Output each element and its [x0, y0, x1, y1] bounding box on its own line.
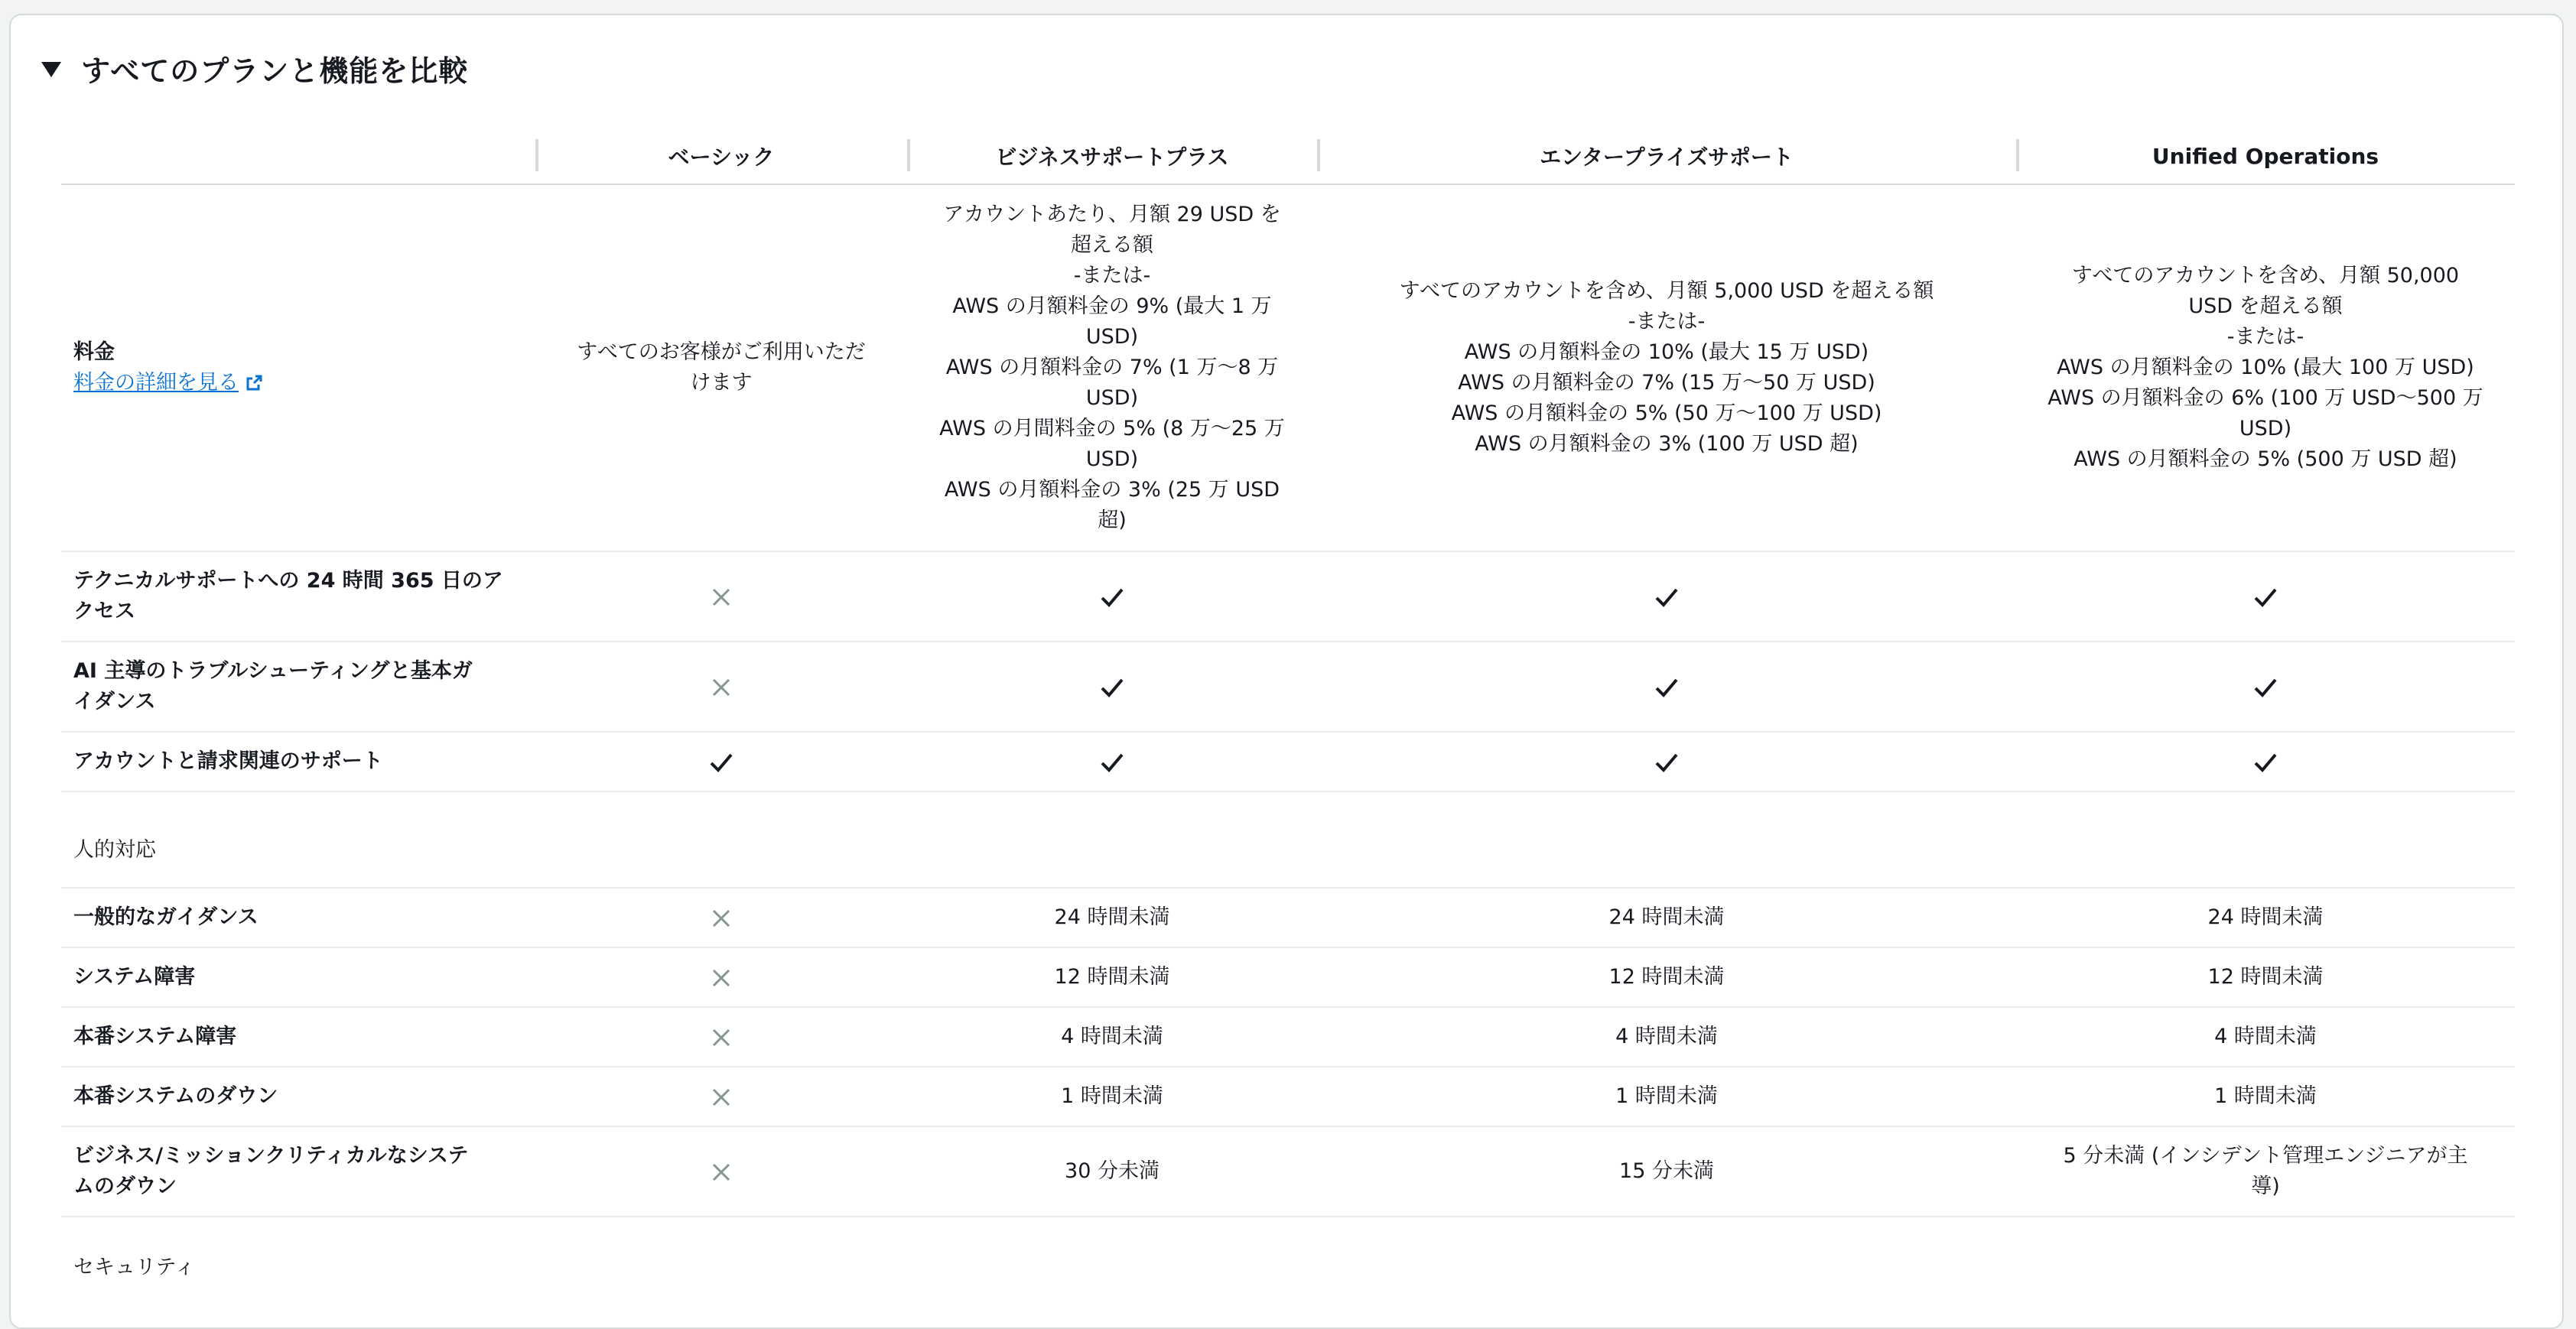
section-header[interactable] — [41, 47, 468, 89]
response-time-text: 24 時間未満 — [2207, 905, 2324, 929]
human-0-cell — [535, 1007, 907, 1067]
security-section — [61, 1217, 2515, 1296]
x-icon — [710, 907, 733, 930]
comparison-table — [61, 128, 2515, 1296]
human-1-cell — [907, 1126, 1317, 1217]
feature-2-cell — [1317, 732, 2016, 791]
table-row — [61, 551, 2515, 642]
human-1-cell — [907, 947, 1317, 1007]
feature-0-cell — [535, 732, 907, 791]
pricing-cell-business — [907, 184, 1317, 551]
feature-1-cell — [907, 551, 1317, 642]
feature-3-cell — [2016, 732, 2515, 791]
feature-3-cell — [2016, 551, 2515, 642]
table-row — [61, 1126, 2515, 1217]
table-row — [61, 1067, 2515, 1126]
human-3-cell — [2016, 1067, 2515, 1126]
x-icon — [710, 1086, 733, 1109]
response-time-text: 12 時間未満 — [1054, 965, 1170, 989]
column-header-unified: Unified Operations — [2016, 128, 2515, 184]
table-row — [61, 947, 2515, 1007]
human-2-cell — [1317, 1007, 2016, 1067]
check-icon — [2252, 751, 2278, 774]
response-time-text: 30 分未満 — [1065, 1159, 1160, 1183]
feature-label — [61, 1007, 535, 1067]
caret-down-icon[interactable] — [41, 62, 61, 77]
column-header-enterprise: エンタープライズサポート — [1317, 128, 2016, 184]
feature-1-cell — [907, 732, 1317, 791]
pricing-text-enterprise: すべてのアカウントを含め、月額 5,000 USD を超える額 -または- AWS の月額料金の 10% (最大 15 万 USD) AWS の月額料金の 7% (15 万〜50 万 USD) AWS の月額料金の 5% (50 万〜100 万 USD) AWS の月額料金の 3% (100 万 USD 超) — [1399, 279, 1934, 456]
pricing-details-link-text[interactable]: 料金の詳細を見る — [73, 371, 239, 395]
pricing-cell-basic — [535, 184, 907, 551]
feature-label-text: アカウントと請求関連のサポート — [73, 749, 383, 773]
response-time-text: 1 時間未満 — [2214, 1084, 2317, 1108]
human-2-cell — [1317, 947, 2016, 1007]
check-icon — [2252, 676, 2278, 699]
table-row — [61, 732, 2515, 791]
feature-label — [61, 551, 535, 642]
feature-label-text: 一般的なガイダンス — [73, 905, 259, 929]
pricing-text-unified: すべてのアカウントを含め、月額 50,000 USD を超える額 -または- AWS の月額料金の 10% (最大 100 万 USD) AWS の月額料金の 6% (100 万 USD〜500 万 USD) AWS の月額料金の 5% (500 万 USD 超) — [2047, 264, 2483, 471]
human-section — [61, 791, 2515, 888]
check-icon — [1654, 586, 1680, 609]
human-0-cell — [535, 888, 907, 947]
feature-label — [61, 642, 535, 732]
human-1-cell — [907, 1007, 1317, 1067]
pricing-text-basic: すべてのお客様がご利用いただ けます — [577, 340, 866, 395]
check-icon — [2252, 586, 2278, 609]
human-2-cell — [1317, 1067, 2016, 1126]
feature-3-cell — [2016, 642, 2515, 732]
x-icon — [710, 1026, 733, 1049]
response-time-text: 24 時間未満 — [1054, 905, 1170, 929]
check-icon — [1099, 751, 1125, 774]
human-0-cell — [535, 1067, 907, 1126]
check-icon — [1099, 586, 1125, 609]
feature-label — [61, 732, 535, 791]
check-icon — [708, 751, 734, 774]
feature-2-cell — [1317, 642, 2016, 732]
x-icon — [710, 586, 733, 609]
table-row — [61, 642, 2515, 732]
feature-label — [61, 1067, 535, 1126]
response-time-text: 24 時間未満 — [1608, 905, 1725, 929]
section-title: すべてのプランと機能を比較 — [81, 54, 469, 88]
header-empty — [61, 128, 535, 184]
human-2-cell — [1317, 888, 2016, 947]
response-time-text: 1 時間未満 — [1615, 1084, 1718, 1108]
pricing-cell-enterprise — [1317, 184, 2016, 551]
pricing-label: 料金 — [73, 340, 115, 364]
feature-label-text: ビジネス/ミッションクリティカルなシステ ムのダウン — [73, 1144, 469, 1198]
human-3-cell — [2016, 947, 2515, 1007]
check-icon — [1099, 676, 1125, 699]
response-time-text: 15 分未満 — [1619, 1159, 1714, 1183]
feature-1-cell — [907, 642, 1317, 732]
pricing-cell-unified — [2016, 184, 2515, 551]
check-icon — [1654, 676, 1680, 699]
human-0-cell — [535, 1126, 907, 1217]
human-2-cell — [1317, 1126, 2016, 1217]
column-header-basic: ベーシック — [535, 128, 907, 184]
security-section-label: セキュリティ — [73, 1255, 196, 1279]
human-3-cell — [2016, 1007, 2515, 1067]
feature-label-text: 本番システム障害 — [73, 1025, 237, 1048]
feature-0-cell — [535, 551, 907, 642]
feature-label-text: テクニカルサポートへの 24 時間 365 日のア クセス — [73, 569, 503, 623]
response-time-text: 12 時間未満 — [1608, 965, 1725, 989]
feature-label — [61, 888, 535, 947]
external-link-icon — [245, 374, 263, 392]
human-3-cell — [2016, 888, 2515, 947]
human-3-cell — [2016, 1126, 2515, 1217]
response-time-text: 4 時間未満 — [2214, 1025, 2317, 1048]
feature-label — [61, 1126, 535, 1217]
response-time-text: 5 分未満 (インシデント管理エンジニアが主 導) — [2063, 1144, 2468, 1198]
human-0-cell — [535, 947, 907, 1007]
feature-label-text: 本番システムのダウン — [73, 1084, 278, 1108]
table-row — [61, 888, 2515, 947]
pricing-label-cell — [61, 184, 535, 551]
column-header-business: ビジネスサポートプラス — [907, 128, 1317, 184]
human-1-cell — [907, 888, 1317, 947]
feature-0-cell — [535, 642, 907, 732]
response-time-text: 1 時間未満 — [1061, 1084, 1163, 1108]
pricing-text-business: アカウントあたり、月額 29 USD を 超える額 -または- AWS の月額料金の 9% (最大 1 万 USD) AWS の月額料金の 7% (1 万〜8 万 USD) AWS の月間料金の 5% (8 万〜25 万 USD) AWS の月額料金の 3% (25 万 USD 超) — [939, 203, 1285, 532]
feature-label-text: システム障害 — [73, 965, 196, 989]
header-row — [61, 128, 2515, 184]
feature-label-text: AI 主導のトラブルシューティングと基本ガ イダンス — [73, 659, 473, 713]
feature-label — [61, 947, 535, 1007]
x-icon — [710, 676, 733, 699]
x-icon — [710, 967, 733, 989]
x-icon — [710, 1161, 733, 1184]
feature-2-cell — [1317, 551, 2016, 642]
human-section-label: 人的対応 — [61, 791, 2515, 888]
human-1-cell — [907, 1067, 1317, 1126]
table-body — [61, 184, 2515, 1296]
pricing-row — [61, 184, 2515, 551]
response-time-text: 12 時間未満 — [2207, 965, 2324, 989]
pricing-details-link[interactable] — [73, 368, 263, 398]
check-icon — [1654, 751, 1680, 774]
response-time-text: 4 時間未満 — [1615, 1025, 1718, 1048]
table-row — [61, 1007, 2515, 1067]
response-time-text: 4 時間未満 — [1061, 1025, 1163, 1048]
